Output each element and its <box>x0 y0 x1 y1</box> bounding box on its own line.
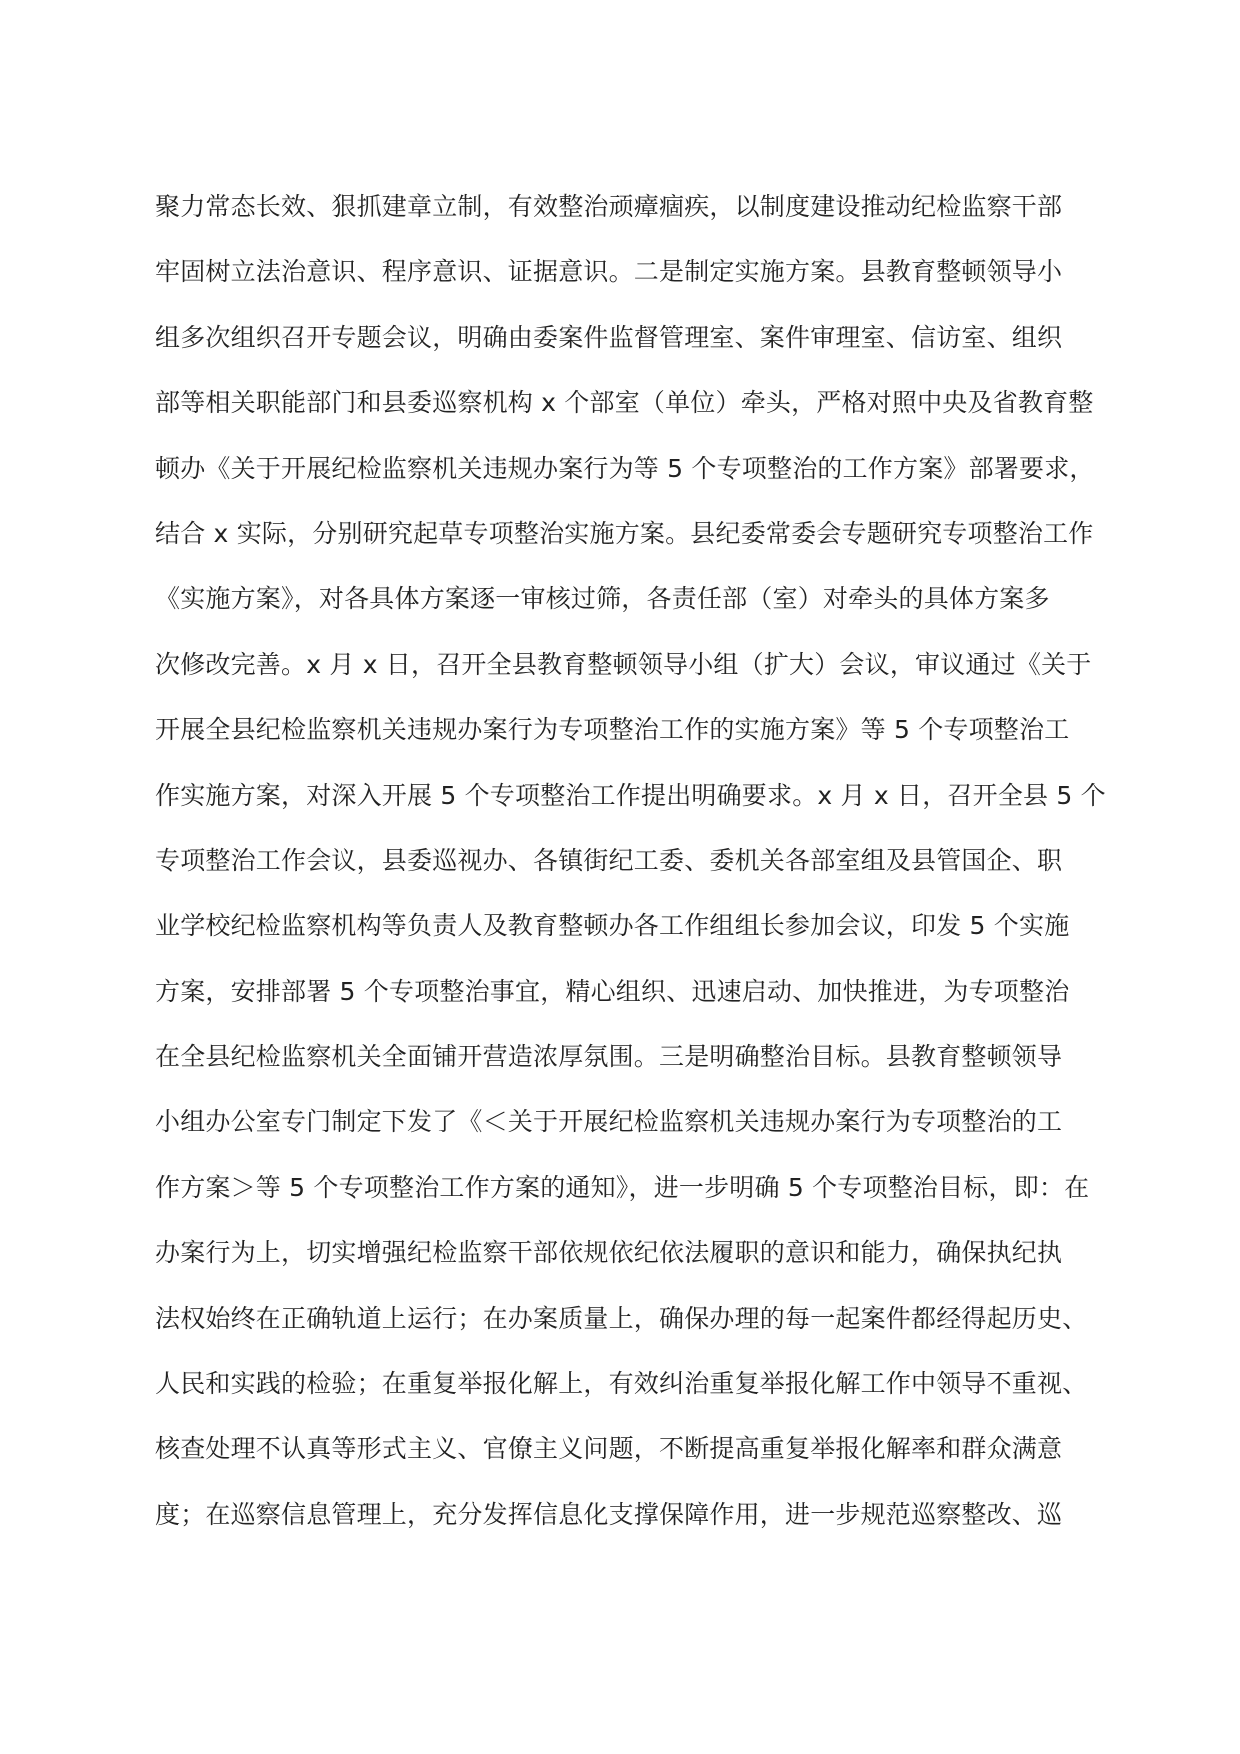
text-line: 作方案＞等 5 个专项整治工作方案的通知》，进一步明确 5 个专项整治目标，即：在 <box>155 1172 1090 1202</box>
text-line: 次修改完善。x 月 x 日，召开全县教育整顿领导小组（扩大）会议，审议通过《关于 <box>155 649 1092 679</box>
body-paragraph <box>155 190 1106 1563</box>
text-line: 人民和实践的检验；在重复举报化解上，有效纠治重复举报化解工作中领导不重视、 <box>155 1369 1088 1399</box>
text-line: 牢固树立法治意识、程序意识、证据意识。二是制定实施方案。县教育整顿领导小 <box>155 257 1063 287</box>
text-line: 组多次组织召开专题会议，明确由委案件监督管理室、案件审理室、信访室、组织 <box>155 322 1063 352</box>
text-line: 专项整治工作会议，县委巡视办、各镇街纪工委、委机关各部室组及县管国企、职 <box>155 845 1063 875</box>
text-line: 业学校纪检监察机构等负责人及教育整顿办各工作组组长参加会议，印发 5 个实施 <box>155 911 1070 941</box>
text-line: 《实施方案》，对各具体方案逐一审核过筛，各责任部（室）对牵头的具体方案多 <box>155 584 1050 614</box>
text-line: 作实施方案，对深入开展 5 个专项整治工作提出明确要求。x 月 x 日，召开全县 5 个 <box>155 780 1106 810</box>
text-line: 顿办《关于开展纪检监察机关违规办案行为等 5 个专项整治的工作方案》部署要求， <box>155 453 1095 483</box>
text-line: 部等相关职能部门和县委巡察机构 x 个部室（单位）牵头，严格对照中央及省教育整 <box>155 388 1094 418</box>
text-line: 办案行为上，切实增强纪检监察干部依规依纪依法履职的意识和能力，确保执纪执 <box>155 1238 1063 1268</box>
text-line: 法权始终在正确轨道上运行；在办案质量上，确保办理的每一起案件都经得起历史、 <box>155 1303 1088 1333</box>
text-line: 方案，安排部署 5 个专项整治事宜，精心组织、迅速启动、加快推进，为专项整治 <box>155 976 1070 1006</box>
text-line: 度；在巡察信息管理上，充分发挥信息化支撑保障作用，进一步规范巡察整改、巡 <box>155 1499 1063 1529</box>
text-line: 小组办公室专门制定下发了《＜关于开展纪检监察机关违规办案行为专项整治的工 <box>155 1107 1063 1137</box>
text-line: 结合 x 实际，分别研究起草专项整治实施方案。县纪委常委会专题研究专项整治工作 <box>155 518 1094 548</box>
text-line: 核查处理不认真等形式主义、官僚主义问题，不断提高重复举报化解率和群众满意 <box>155 1434 1063 1464</box>
text-line: 聚力常态长效、狠抓建章立制，有效整治顽瘴痼疾，以制度建设推动纪检监察干部 <box>155 192 1063 221</box>
text-line: 开展全县纪检监察机关违规办案行为专项整治工作的实施方案》等 5 个专项整治工 <box>155 715 1070 745</box>
text-line: 在全县纪检监察机关全面铺开营造浓厚氛围。三是明确整治目标。县教育整顿领导 <box>155 1042 1063 1072</box>
